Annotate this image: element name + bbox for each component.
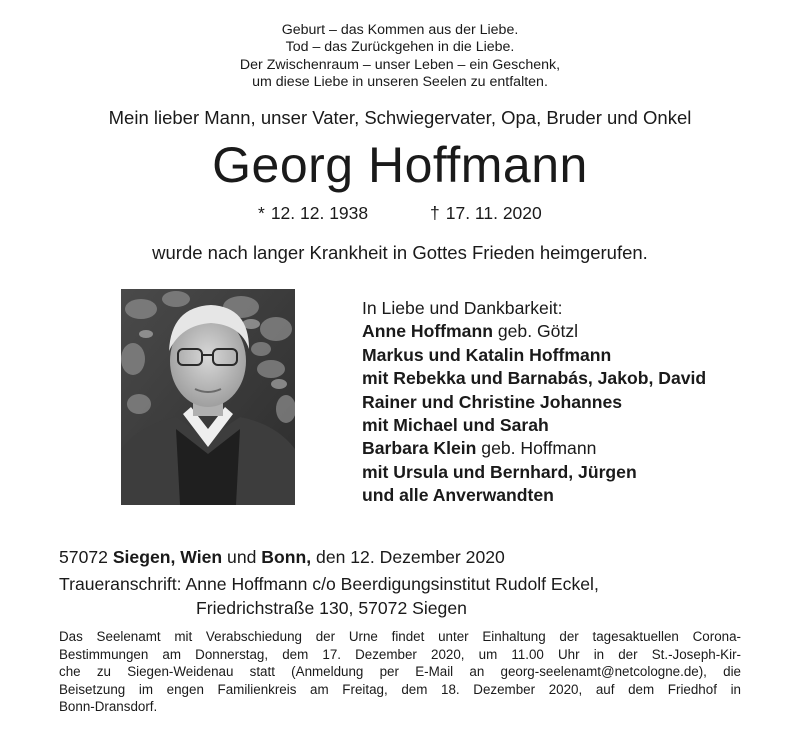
mourner-name: Markus und Katalin Hoffmann: [362, 344, 612, 365]
mourner-maiden-name: geb. Götzl: [492, 321, 579, 342]
mourner-name: Rainer und Christine Johannes: [362, 391, 623, 412]
details-line: che zu Siegen-Weidenau statt (Anmeldung per E-Mail an georg-seelenamt@netcologne.de), die: [59, 664, 741, 680]
details-line: Das Seelenamt mit Verabschiedung der Urne findet unter Einhaltung der tagesaktuellen Corona-: [59, 629, 741, 644]
mourner-line: [362, 344, 706, 367]
address-line: Friedrichstraße 130, 57072 Siegen: [196, 597, 467, 618]
poem-line: Der Zwischenraum – unser Leben – ein Geschenk,: [239, 56, 561, 73]
death-date-value: 17. 11. 2020: [445, 203, 542, 223]
mourner-name: und alle Anverwandten: [362, 485, 554, 506]
mourner-name: Anne Hoffmann: [362, 321, 493, 342]
mourner-line: [362, 367, 706, 390]
city-name: Bonn,: [261, 547, 312, 567]
city-name: Siegen, Wien: [112, 547, 223, 567]
mourner-name: mit Michael und Sarah: [362, 415, 549, 436]
mourner-name: Barbara Klein: [362, 438, 477, 459]
birth-date-value: 12. 12. 1938: [270, 203, 369, 223]
mourner-line: [362, 461, 706, 484]
passed-away-line: wurde nach langer Krankheit in Gottes Frieden heimgerufen.: [152, 242, 648, 263]
cross-icon: †: [430, 203, 440, 223]
deceased-name: Georg Hoffmann: [212, 137, 588, 193]
mourner-line: [362, 391, 706, 414]
poem-line: um diese Liebe in unseren Seelen zu entfalten.: [252, 74, 548, 91]
poem-line: Geburt – das Kommen aus der Liebe.: [281, 22, 519, 38]
mourner-name: mit Ursula und Bernhard, Jürgen: [362, 461, 637, 482]
poem: [0, 22, 800, 92]
mourners-list: [362, 297, 706, 508]
address-line: Traueranschrift: Anne Hoffmann c/o Beerdigungsinstitut Rudolf Eckel,: [59, 574, 599, 594]
details-line: Bestimmungen am Donnerstag, dem 17. Dezember 2020, um 11.00 Uhr in der St.-Joseph-Kir-: [59, 646, 741, 662]
intro-line: Mein lieber Mann, unser Vater, Schwiegervater, Opa, Bruder und Onkel: [108, 107, 692, 128]
mourner-line: [362, 320, 706, 343]
conjunction: und: [222, 547, 262, 567]
mourners-heading: In Liebe und Dankbarkeit:: [362, 298, 563, 318]
mourner-line: [362, 484, 706, 507]
poem-line: Tod – das Zurückgehen in die Liebe.: [285, 39, 515, 56]
notice-date: den 12. Dezember 2020: [311, 547, 505, 567]
portrait-photo: [121, 289, 295, 505]
birth-date: [258, 203, 368, 224]
mourner-name: mit Rebekka und Barnabás, Jakob, David: [362, 368, 707, 389]
mourner-line: [362, 437, 706, 460]
zip-code: 57072: [59, 547, 113, 567]
mourner-maiden-name: geb. Hoffmann: [476, 438, 597, 459]
mourning-address: [59, 573, 599, 620]
death-date: [430, 203, 542, 224]
details-line: Beisetzung im engen Familienkreis am Freitag, dem 18. Dezember 2020, auf dem Friedhof in: [59, 681, 741, 697]
place-and-date: [59, 547, 505, 568]
details-line: Bonn-Dransdorf.: [59, 699, 158, 715]
birth-symbol: *: [258, 203, 265, 223]
mourner-line: [362, 414, 706, 437]
service-details: [59, 628, 741, 716]
